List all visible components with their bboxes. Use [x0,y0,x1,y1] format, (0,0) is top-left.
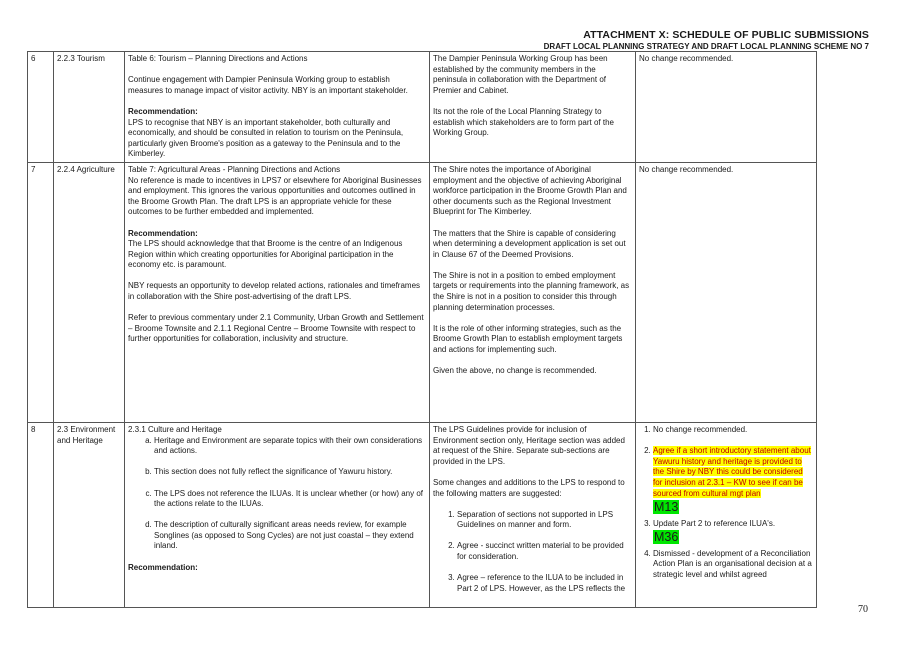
list-item: 1. Separation of sections not supported in LPS Guidelines on manner and form. [457,510,632,531]
response-text: Its not the role of the Local Planning Strategy to establish which stakeholders are to form part of the Working Group. [433,106,614,138]
list-item: b. This section does not fully reflect the significance of Yawuru history. [154,467,426,478]
row-response [430,162,636,422]
submission-text: NBY requests an opportunity to develop related actions, rationales and timeframes in collaboration with the Shire post-advertising of the draft LPS. [128,281,421,302]
table-row [28,52,817,163]
document-subtitle: DRAFT LOCAL PLANNING STRATEGY AND DRAFT LOCAL PLANNING SCHEME NO 7 [543,42,869,51]
recommendation-label: Recommendation: [128,228,198,238]
table-row [28,162,817,422]
list-item: 2. Agree - succinct written material to be provided for consideration. [457,541,632,562]
list-item: 3. Agree – reference to the ILUA to be included in Part 2 of LPS. However, as the LPS reflects the [457,573,632,594]
page-number: 70 [858,604,868,615]
list-item: 4. Dismissed - development of a Reconciliation Action Plan is an organisational decision at a strategic level and whilst agreed [653,549,813,581]
list-item [653,446,813,515]
submission-text: Table 6: Tourism – Planning Directions and Actions [128,54,308,63]
row-submission [125,162,430,422]
list-item: d. The description of culturally significant areas needs review, for example Songlines (as opposed to Song Cycles) are not just coastal – they extend inland. [154,520,426,552]
response-text: The Dampier Peninsula Working Group has been established by the community members in the peninsula in collaboration with the Department of Premier and Cabinet. [433,54,608,95]
recommendation-text: No change recommended. [639,54,734,63]
submission-list [128,436,426,553]
submission-text: Table 7: Agricultural Areas - Planning Directions and Actions [128,164,341,174]
submission-text: 2.3.1 Culture and Heritage [128,424,222,434]
row-submission [125,52,430,163]
row-section: 2.3 Environment and Heritage [54,422,125,607]
response-text: The Shire is not in a position to embed employment targets or requirements into the planning framework, as the Shire is not in a position to consider this through planning determination processes. [433,270,630,312]
list-item: 1. No change recommended. [653,425,813,436]
submission-text: No reference is made to incentives in LPS7 or elsewhere for Aboriginal Businesses and employment. This ignores the various opportunities and outcomes outlined in the Broome Growth Plan. The draft LPS is an appropriate vehicle for these outcomes to be further embedded and implemented. [128,175,422,217]
recommendation-text: No change recommended. [639,164,734,174]
row-number: 7 [28,162,54,422]
table-row [28,422,817,607]
row-submission [125,422,430,607]
row-section: 2.2.4 Agriculture [54,162,125,422]
response-text: Given the above, no change is recommended. [433,366,597,376]
row-response [430,422,636,607]
response-text: It is the role of other informing strategies, such as the Broome Growth Plan to establish employment targets and actions for implementing such. [433,323,623,355]
submissions-table [27,51,817,608]
response-text: Some changes and additions to the LPS to respond to the following matters are suggested: [433,477,625,498]
document-title: ATTACHMENT X: SCHEDULE OF PUBLIC SUBMISSIONS [583,29,869,41]
recommendation-text: Update Part 2 to reference ILUA's. [653,518,776,528]
response-list [433,510,632,595]
list-item: a. Heritage and Environment are separate topics with their own considerations and actions. [154,436,426,457]
submission-text: Continue engagement with Dampier Peninsula Working group to establish measures to manage impact of visitor activity. NBY is an important stakeholder. [128,75,408,95]
response-text: The matters that the Shire is capable of considering when determining a development application is set out in Clause 67 of the Deemed Provisions. [433,228,626,259]
response-text: The LPS Guidelines provide for inclusion of Environment section only, Heritage section was added at request of the Shire. Separate sub-sections are provided in the LPS. [433,424,625,466]
row-recommendation [636,162,817,422]
row-recommendation [636,422,817,607]
recommendation-label: Recommendation: [128,562,198,572]
highlighted-note: Agree if a short introductory statement about Yawuru history and heritage is provided to the Shire by NBY this could be considered for inclusion at 2.3.1 – KW to see if can be sourced from cultural mgt plan [653,446,811,498]
row-response [430,52,636,163]
submission-text: The LPS should acknowledge that that Broome is the centre of an Indigenous Region within which creating opportunities for Aboriginal participation in the economy etc. is paramount. [128,239,403,270]
recommendation-label: Recommendation: [128,106,198,116]
response-text: The Shire notes the importance of Aboriginal employment and the objective of achieving Aboriginal workforce participation in the Broome Growth Plan and other documents such as the Regional Investment Blueprint for The Kimberley. [433,164,627,217]
row-recommendation [636,52,817,163]
row-number: 8 [28,422,54,607]
list-item: c. The LPS does not reference the ILUAs. It is unclear whether (or how) any of the actions relate to the ILUAs. [154,489,426,510]
amendment-marker: M36 [654,530,679,545]
row-number: 6 [28,52,54,163]
submission-text: LPS to recognise that NBY is an important stakeholder, both culturally and economically, and should be consulted in relation to tourism on the Peninsula, particularly given Broome's position as a gateway to the Peninsula and to the Kimberley. [128,117,404,159]
submission-text: Refer to previous commentary under 2.1 Community, Urban Growth and Settlement – Broome Townsite and 2.1.1 Regional Centre – Broome Townsite with respect to further opportunities for collaboration, inclusivity and structure. [128,313,424,344]
row-section: 2.2.3 Tourism [54,52,125,163]
recommendation-list [639,425,813,581]
amendment-marker: M13 [654,500,679,515]
list-item [653,519,813,545]
